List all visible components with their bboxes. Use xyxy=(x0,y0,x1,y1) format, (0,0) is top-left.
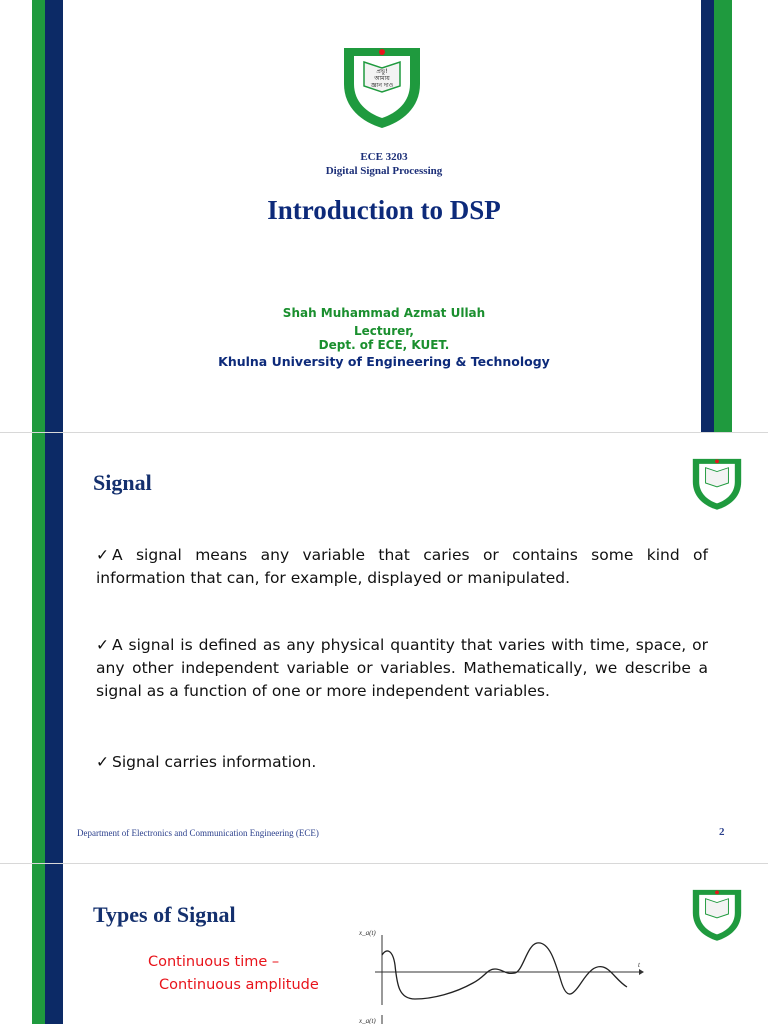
left-green-stripe xyxy=(32,433,45,863)
plot-xlabel: t xyxy=(638,961,640,969)
bullet-text: A signal is defined as any physical quantity that varies with time, space, or any other independent variable or variables. Mathematically, we describe a signal as a function of one or more independent variables. xyxy=(96,636,708,700)
signal-waveform xyxy=(382,943,627,999)
bullet-1 xyxy=(96,544,708,590)
logo-text-1: প্রভু! xyxy=(376,68,388,75)
plot-ylabel-second: x_a(t) xyxy=(359,1017,376,1024)
check-icon: ✓ xyxy=(96,546,109,564)
university-name: Khulna University of Engineering & Technology xyxy=(218,354,550,369)
plot-x-arrow xyxy=(639,969,644,975)
bullet-3 xyxy=(96,751,708,774)
bullet-text: Signal carries information. xyxy=(112,753,317,771)
course-name: Digital Signal Processing xyxy=(325,165,443,177)
logo-text-3: জ্ঞান দাও xyxy=(370,82,394,89)
signal-type-label-line2: Continuous amplitude xyxy=(159,977,319,993)
kuet-logo xyxy=(690,886,744,942)
author-designation: Lecturer, xyxy=(354,324,414,338)
title-slide xyxy=(0,0,768,432)
continuous-signal-plot xyxy=(355,925,645,1024)
check-icon: ✓ xyxy=(96,753,109,771)
slide-title: Introduction to DSP xyxy=(267,195,501,225)
bullet-text: A signal means any variable that caries or contains some kind of information that can, for example, displayed or manipulated. xyxy=(96,546,708,587)
author-name: Shah Muhammad Azmat Ullah xyxy=(282,306,486,320)
kuet-logo xyxy=(690,455,744,511)
author-department: Dept. of ECE, KUET. xyxy=(318,338,450,352)
left-navy-stripe xyxy=(45,864,63,1024)
plot-ylabel: x_a(t) xyxy=(359,929,376,937)
page-number: 2 xyxy=(719,826,725,838)
logo-text-2: আমায় xyxy=(374,75,390,82)
left-navy-stripe xyxy=(45,433,63,863)
signal-heading: Signal xyxy=(93,470,152,495)
footer-department: Department of Electronics and Communication Engineering (ECE) xyxy=(77,828,319,838)
course-code: ECE 3203 xyxy=(360,151,408,163)
left-green-stripe xyxy=(32,864,45,1024)
check-icon: ✓ xyxy=(96,636,109,654)
signal-type-label-line1: Continuous time – xyxy=(148,954,280,970)
types-heading: Types of Signal xyxy=(93,902,236,927)
bullet-2 xyxy=(96,634,708,703)
kuet-logo xyxy=(340,42,424,130)
